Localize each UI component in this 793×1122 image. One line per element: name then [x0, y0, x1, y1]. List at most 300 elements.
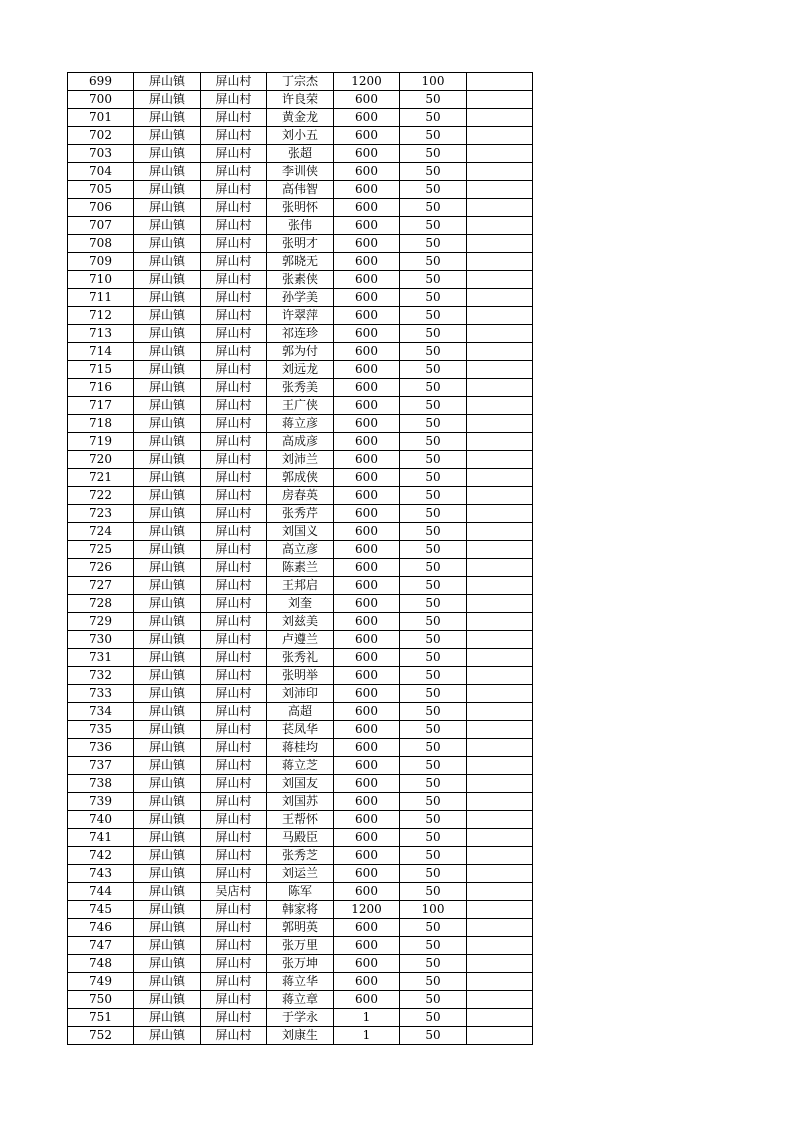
row-number-cell: 743	[68, 865, 134, 883]
town-cell: 屏山镇	[134, 973, 201, 991]
amount-cell: 50	[400, 181, 467, 199]
amount-cell: 50	[400, 973, 467, 991]
amount-cell: 50	[400, 937, 467, 955]
area-cell: 600	[334, 847, 400, 865]
town-cell: 屏山镇	[134, 919, 201, 937]
remark-cell	[467, 973, 533, 991]
amount-cell: 50	[400, 721, 467, 739]
remark-cell	[467, 991, 533, 1009]
remark-cell	[467, 361, 533, 379]
remark-cell	[467, 811, 533, 829]
remark-cell	[467, 235, 533, 253]
area-cell: 600	[334, 775, 400, 793]
town-cell: 屏山镇	[134, 811, 201, 829]
town-cell: 屏山镇	[134, 91, 201, 109]
table-row	[68, 271, 533, 289]
remark-cell	[467, 325, 533, 343]
amount-cell: 50	[400, 91, 467, 109]
area-cell: 1	[334, 1027, 400, 1045]
name-cell: 蒋立章	[267, 991, 334, 1009]
name-cell: 郭为付	[267, 343, 334, 361]
name-cell: 孙学美	[267, 289, 334, 307]
area-cell: 600	[334, 235, 400, 253]
remark-cell	[467, 163, 533, 181]
row-number-cell: 747	[68, 937, 134, 955]
town-cell: 屏山镇	[134, 1027, 201, 1045]
amount-cell: 50	[400, 199, 467, 217]
table-row	[68, 523, 533, 541]
village-cell: 屏山村	[201, 289, 267, 307]
name-cell: 蒋立芝	[267, 757, 334, 775]
amount-cell: 50	[400, 487, 467, 505]
amount-cell: 50	[400, 595, 467, 613]
row-number-cell: 708	[68, 235, 134, 253]
name-cell: 张明怀	[267, 199, 334, 217]
village-cell: 屏山村	[201, 649, 267, 667]
town-cell: 屏山镇	[134, 271, 201, 289]
name-cell: 蒋桂均	[267, 739, 334, 757]
town-cell: 屏山镇	[134, 793, 201, 811]
village-cell: 屏山村	[201, 343, 267, 361]
name-cell: 郭晓无	[267, 253, 334, 271]
town-cell: 屏山镇	[134, 343, 201, 361]
table-row	[68, 73, 533, 91]
village-cell: 屏山村	[201, 541, 267, 559]
village-cell: 屏山村	[201, 595, 267, 613]
village-cell: 屏山村	[201, 739, 267, 757]
row-number-cell: 711	[68, 289, 134, 307]
table-row	[68, 919, 533, 937]
amount-cell: 50	[400, 703, 467, 721]
remark-cell	[467, 739, 533, 757]
remark-cell	[467, 595, 533, 613]
village-cell: 屏山村	[201, 163, 267, 181]
name-cell: 高超	[267, 703, 334, 721]
remark-cell	[467, 379, 533, 397]
area-cell: 600	[334, 685, 400, 703]
row-number-cell: 724	[68, 523, 134, 541]
row-number-cell: 715	[68, 361, 134, 379]
name-cell: 张秀芹	[267, 505, 334, 523]
area-cell: 600	[334, 397, 400, 415]
amount-cell: 50	[400, 847, 467, 865]
town-cell: 屏山镇	[134, 523, 201, 541]
village-cell: 屏山村	[201, 271, 267, 289]
remark-cell	[467, 613, 533, 631]
remark-cell	[467, 433, 533, 451]
town-cell: 屏山镇	[134, 109, 201, 127]
amount-cell: 50	[400, 163, 467, 181]
amount-cell: 50	[400, 127, 467, 145]
row-number-cell: 717	[68, 397, 134, 415]
area-cell: 600	[334, 793, 400, 811]
table-row	[68, 433, 533, 451]
area-cell: 600	[334, 451, 400, 469]
table-row	[68, 721, 533, 739]
village-cell: 屏山村	[201, 325, 267, 343]
town-cell: 屏山镇	[134, 721, 201, 739]
table-row	[68, 631, 533, 649]
area-cell: 1200	[334, 901, 400, 919]
amount-cell: 50	[400, 415, 467, 433]
town-cell: 屏山镇	[134, 1009, 201, 1027]
town-cell: 屏山镇	[134, 163, 201, 181]
remark-cell	[467, 541, 533, 559]
table-row	[68, 253, 533, 271]
name-cell: 祁连珍	[267, 325, 334, 343]
town-cell: 屏山镇	[134, 487, 201, 505]
village-cell: 屏山村	[201, 847, 267, 865]
remark-cell	[467, 559, 533, 577]
town-cell: 屏山镇	[134, 757, 201, 775]
village-cell: 屏山村	[201, 307, 267, 325]
area-cell: 600	[334, 919, 400, 937]
area-cell: 1200	[334, 73, 400, 91]
table-row	[68, 649, 533, 667]
area-cell: 600	[334, 703, 400, 721]
remark-cell	[467, 145, 533, 163]
name-cell: 刘康生	[267, 1027, 334, 1045]
village-cell: 屏山村	[201, 613, 267, 631]
table-row	[68, 595, 533, 613]
amount-cell: 50	[400, 793, 467, 811]
remark-cell	[467, 865, 533, 883]
village-cell: 屏山村	[201, 199, 267, 217]
row-number-cell: 722	[68, 487, 134, 505]
amount-cell: 50	[400, 829, 467, 847]
remark-cell	[467, 847, 533, 865]
name-cell: 卢遵兰	[267, 631, 334, 649]
remark-cell	[467, 649, 533, 667]
remark-cell	[467, 127, 533, 145]
town-cell: 屏山镇	[134, 991, 201, 1009]
amount-cell: 50	[400, 991, 467, 1009]
row-number-cell: 703	[68, 145, 134, 163]
area-cell: 600	[334, 181, 400, 199]
table-row	[68, 361, 533, 379]
amount-cell: 50	[400, 271, 467, 289]
name-cell: 王帮怀	[267, 811, 334, 829]
name-cell: 郭成侠	[267, 469, 334, 487]
village-cell: 屏山村	[201, 73, 267, 91]
table-row	[68, 847, 533, 865]
amount-cell: 50	[400, 397, 467, 415]
remark-cell	[467, 505, 533, 523]
name-cell: 张秀芝	[267, 847, 334, 865]
town-cell: 屏山镇	[134, 541, 201, 559]
name-cell: 张明举	[267, 667, 334, 685]
data-table	[67, 72, 533, 1045]
row-number-cell: 709	[68, 253, 134, 271]
town-cell: 屏山镇	[134, 415, 201, 433]
table-row	[68, 775, 533, 793]
amount-cell: 100	[400, 901, 467, 919]
amount-cell: 50	[400, 811, 467, 829]
village-cell: 屏山村	[201, 181, 267, 199]
village-cell: 屏山村	[201, 559, 267, 577]
row-number-cell: 748	[68, 955, 134, 973]
table-row	[68, 145, 533, 163]
table-row	[68, 541, 533, 559]
amount-cell: 50	[400, 685, 467, 703]
amount-cell: 50	[400, 757, 467, 775]
table-row	[68, 307, 533, 325]
amount-cell: 50	[400, 109, 467, 127]
row-number-cell: 718	[68, 415, 134, 433]
town-cell: 屏山镇	[134, 955, 201, 973]
table-body	[68, 73, 533, 1045]
name-cell: 高立彦	[267, 541, 334, 559]
town-cell: 屏山镇	[134, 613, 201, 631]
name-cell: 蒋立彦	[267, 415, 334, 433]
area-cell: 600	[334, 559, 400, 577]
amount-cell: 50	[400, 865, 467, 883]
village-cell: 屏山村	[201, 379, 267, 397]
area-cell: 600	[334, 361, 400, 379]
row-number-cell: 739	[68, 793, 134, 811]
row-number-cell: 705	[68, 181, 134, 199]
area-cell: 600	[334, 991, 400, 1009]
row-number-cell: 737	[68, 757, 134, 775]
village-cell: 屏山村	[201, 631, 267, 649]
amount-cell: 50	[400, 631, 467, 649]
name-cell: 李训侠	[267, 163, 334, 181]
row-number-cell: 733	[68, 685, 134, 703]
village-cell: 屏山村	[201, 235, 267, 253]
remark-cell	[467, 217, 533, 235]
row-number-cell: 712	[68, 307, 134, 325]
table-row	[68, 469, 533, 487]
town-cell: 屏山镇	[134, 469, 201, 487]
amount-cell: 50	[400, 667, 467, 685]
town-cell: 屏山镇	[134, 289, 201, 307]
row-number-cell: 720	[68, 451, 134, 469]
name-cell: 郭明英	[267, 919, 334, 937]
name-cell: 刘国友	[267, 775, 334, 793]
row-number-cell: 704	[68, 163, 134, 181]
table-row	[68, 793, 533, 811]
name-cell: 刘沛印	[267, 685, 334, 703]
town-cell: 屏山镇	[134, 559, 201, 577]
area-cell: 600	[334, 109, 400, 127]
amount-cell: 50	[400, 289, 467, 307]
area-cell: 600	[334, 883, 400, 901]
village-cell: 屏山村	[201, 793, 267, 811]
amount-cell: 50	[400, 307, 467, 325]
village-cell: 屏山村	[201, 253, 267, 271]
village-cell: 屏山村	[201, 109, 267, 127]
amount-cell: 50	[400, 775, 467, 793]
amount-cell: 50	[400, 1027, 467, 1045]
village-cell: 屏山村	[201, 721, 267, 739]
remark-cell	[467, 703, 533, 721]
table-row	[68, 829, 533, 847]
row-number-cell: 736	[68, 739, 134, 757]
village-cell: 屏山村	[201, 991, 267, 1009]
name-cell: 丁宗杰	[267, 73, 334, 91]
amount-cell: 50	[400, 145, 467, 163]
amount-cell: 50	[400, 469, 467, 487]
name-cell: 于学永	[267, 1009, 334, 1027]
name-cell: 张超	[267, 145, 334, 163]
row-number-cell: 746	[68, 919, 134, 937]
table-row	[68, 379, 533, 397]
table-row	[68, 973, 533, 991]
name-cell: 许良荣	[267, 91, 334, 109]
name-cell: 高成彦	[267, 433, 334, 451]
name-cell: 刘国苏	[267, 793, 334, 811]
town-cell: 屏山镇	[134, 649, 201, 667]
village-cell: 屏山村	[201, 127, 267, 145]
name-cell: 高伟智	[267, 181, 334, 199]
row-number-cell: 721	[68, 469, 134, 487]
village-cell: 屏山村	[201, 577, 267, 595]
table-row	[68, 883, 533, 901]
row-number-cell: 706	[68, 199, 134, 217]
remark-cell	[467, 1009, 533, 1027]
town-cell: 屏山镇	[134, 361, 201, 379]
town-cell: 屏山镇	[134, 775, 201, 793]
town-cell: 屏山镇	[134, 865, 201, 883]
village-cell: 屏山村	[201, 1027, 267, 1045]
row-number-cell: 726	[68, 559, 134, 577]
table-row	[68, 901, 533, 919]
row-number-cell: 699	[68, 73, 134, 91]
village-cell: 屏山村	[201, 469, 267, 487]
row-number-cell: 729	[68, 613, 134, 631]
name-cell: 刘奎	[267, 595, 334, 613]
area-cell: 600	[334, 127, 400, 145]
village-cell: 屏山村	[201, 973, 267, 991]
table-row	[68, 1009, 533, 1027]
area-cell: 600	[334, 379, 400, 397]
table-row	[68, 937, 533, 955]
area-cell: 600	[334, 577, 400, 595]
village-cell: 屏山村	[201, 757, 267, 775]
area-cell: 600	[334, 289, 400, 307]
village-cell: 屏山村	[201, 811, 267, 829]
remark-cell	[467, 883, 533, 901]
name-cell: 陈素兰	[267, 559, 334, 577]
remark-cell	[467, 523, 533, 541]
town-cell: 屏山镇	[134, 829, 201, 847]
remark-cell	[467, 91, 533, 109]
village-cell: 屏山村	[201, 667, 267, 685]
area-cell: 600	[334, 433, 400, 451]
amount-cell: 50	[400, 217, 467, 235]
row-number-cell: 702	[68, 127, 134, 145]
table-row	[68, 127, 533, 145]
table-row	[68, 199, 533, 217]
remark-cell	[467, 901, 533, 919]
area-cell: 600	[334, 271, 400, 289]
table-row	[68, 487, 533, 505]
town-cell: 屏山镇	[134, 397, 201, 415]
name-cell: 黄金龙	[267, 109, 334, 127]
village-cell: 屏山村	[201, 901, 267, 919]
remark-cell	[467, 919, 533, 937]
area-cell: 600	[334, 343, 400, 361]
area-cell: 600	[334, 865, 400, 883]
area-cell: 600	[334, 973, 400, 991]
row-number-cell: 742	[68, 847, 134, 865]
remark-cell	[467, 685, 533, 703]
row-number-cell: 749	[68, 973, 134, 991]
table-row	[68, 613, 533, 631]
area-cell: 600	[334, 307, 400, 325]
row-number-cell: 752	[68, 1027, 134, 1045]
remark-cell	[467, 937, 533, 955]
town-cell: 屏山镇	[134, 433, 201, 451]
town-cell: 屏山镇	[134, 847, 201, 865]
table-row	[68, 109, 533, 127]
row-number-cell: 741	[68, 829, 134, 847]
area-cell: 600	[334, 163, 400, 181]
town-cell: 屏山镇	[134, 73, 201, 91]
name-cell: 韩家将	[267, 901, 334, 919]
area-cell: 600	[334, 955, 400, 973]
row-number-cell: 750	[68, 991, 134, 1009]
amount-cell: 50	[400, 235, 467, 253]
area-cell: 600	[334, 487, 400, 505]
area-cell: 600	[334, 91, 400, 109]
name-cell: 王广侠	[267, 397, 334, 415]
area-cell: 600	[334, 325, 400, 343]
village-cell: 屏山村	[201, 433, 267, 451]
village-cell: 屏山村	[201, 955, 267, 973]
town-cell: 屏山镇	[134, 127, 201, 145]
area-cell: 600	[334, 631, 400, 649]
row-number-cell: 731	[68, 649, 134, 667]
amount-cell: 50	[400, 343, 467, 361]
table-row	[68, 505, 533, 523]
area-cell: 600	[334, 199, 400, 217]
village-cell: 屏山村	[201, 217, 267, 235]
table-row	[68, 739, 533, 757]
name-cell: 刘远龙	[267, 361, 334, 379]
village-cell: 屏山村	[201, 703, 267, 721]
amount-cell: 50	[400, 955, 467, 973]
table-row	[68, 703, 533, 721]
row-number-cell: 714	[68, 343, 134, 361]
table-row	[68, 955, 533, 973]
amount-cell: 50	[400, 433, 467, 451]
table-row	[68, 991, 533, 1009]
row-number-cell: 701	[68, 109, 134, 127]
row-number-cell: 725	[68, 541, 134, 559]
area-cell: 600	[334, 595, 400, 613]
remark-cell	[467, 577, 533, 595]
table-row	[68, 163, 533, 181]
row-number-cell: 716	[68, 379, 134, 397]
village-cell: 屏山村	[201, 523, 267, 541]
name-cell: 刘兹美	[267, 613, 334, 631]
remark-cell	[467, 73, 533, 91]
remark-cell	[467, 253, 533, 271]
table-row	[68, 91, 533, 109]
table-row	[68, 343, 533, 361]
table-row	[68, 865, 533, 883]
row-number-cell: 719	[68, 433, 134, 451]
town-cell: 屏山镇	[134, 631, 201, 649]
remark-cell	[467, 775, 533, 793]
row-number-cell: 751	[68, 1009, 134, 1027]
village-cell: 屏山村	[201, 775, 267, 793]
amount-cell: 50	[400, 523, 467, 541]
area-cell: 600	[334, 667, 400, 685]
remark-cell	[467, 631, 533, 649]
name-cell: 蒋立华	[267, 973, 334, 991]
